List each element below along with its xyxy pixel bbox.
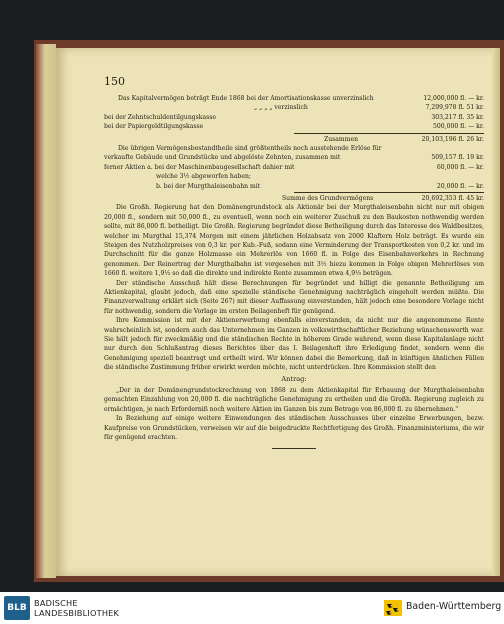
sum-rule <box>294 192 484 193</box>
ledger-label: ferner Aktien a. bei der Maschinenbaugesellschaft dahier mit <box>104 163 295 171</box>
library-name[interactable] <box>34 598 119 618</box>
ledger-line <box>104 182 484 191</box>
page-content <box>104 76 484 449</box>
ledger-line <box>104 113 484 122</box>
library-name-line1: BADISCHE <box>34 598 78 608</box>
ledger-line <box>104 122 484 131</box>
ledger-line <box>104 103 484 112</box>
motion-heading: Antrag: <box>281 374 307 383</box>
scanned-page <box>56 48 500 576</box>
total-amount: 20,103,196 fl. 26 kr. <box>421 135 484 143</box>
ledger-amount: 500,000 fl. — kr. <box>433 123 484 131</box>
ledger-label: Das Kapitalvermögen beträgt Ende 1868 bei der Amortisationskasse unverzinslich <box>118 95 374 102</box>
page-edge-shadow <box>492 48 500 576</box>
body-paragraph: Die Großh. Regierung hat den Domänengrundstock als Aktionär bei der Murgthaleisenbahn nicht nur mit obigen 20,000 fl., sondern mit 50,000 fl., zu eventuell, wenn noch ein weiterer Zuschuß zu den Baukosten nothwendig werden sollte, mit 86,000 fl. betheiligt. Die Großh. Regierung begründet diese Betheiligung durch das Interesse des Waldbesitzes, welcher im Murgthal 15,374 Morgen mit einem jährlichen Holzabsatz von 2000 Klaftern Holz beträgt. Es wurde ein Steigen des Nutzholzpreises von 0,3 kr. per Kub.-Fuß, sodann eine Verminderung der Transportkosten von 0,2 kr. und im Durchschnitt für die ganze Holzmasse ein Mehrerlös von 1660 fl. in Folge des Eisenbahnverkehrs in Rechnung genommen. Der Reinertrag der Murgthalbahn ist vorgesehen mit 3½ hiezu kommen in Folge obigen Mehrerlöses von 1660 fl. weitere 1,9⅓ so daß die direkte und indirekte Rente zusammen etwa 4,9⅓ beträgen. <box>104 204 484 278</box>
ledger-amount: 60,000 fl. — kr. <box>436 163 484 171</box>
ledger-line <box>104 153 484 162</box>
page-number: 150 <box>104 75 125 88</box>
ledger-label: „ „ „ „ verzinslich <box>254 104 308 112</box>
motion-text: „Der in der Domänengrundstockrechnung von 1868 zu dem Aktienkapital für Erbauung der Murgthaleisenbahn gemachten Einzahlung von 20,000 fl. die nachträgliche Genehmigung zu ertheilen und die Großh. Regierung zugleich zu ermächtigen, je nach Erforderniß noch weitere Aktien im Ganzen bis zum Betrage von 86,000 fl. zu übernehmen." <box>104 387 484 413</box>
total-line <box>104 135 484 144</box>
state-name[interactable]: Baden-Württemberg <box>406 601 502 612</box>
library-name-line2: LANDESBIBLIOTHEK <box>34 608 120 618</box>
ledger-label: bei der Zehntschuldentilgungskasse <box>104 113 216 121</box>
ledger-amount: 303,217 fl. 35 kr. <box>431 113 484 121</box>
blb-logo[interactable]: BLB <box>4 596 30 620</box>
sum-rule <box>294 133 484 134</box>
ledger-amount: 20,000 fl. — kr. <box>436 182 484 190</box>
ledger-label: bei der Papiergeldtilgungskasse <box>104 123 204 131</box>
ledger-line <box>104 172 484 181</box>
ledger-amount: 12,000,000 fl. — kr. <box>423 95 484 102</box>
ledger-label: welche 3½ abgeworfen haben; <box>156 173 251 181</box>
body-paragraph: Ihre Kommission ist mit der Aktienerwerbung ebenfalls einverstanden, da nicht nur die angenommene Rente wahrscheinlich ist, sondern auch das Unternehmen im Ganzen in volkswirthschaftlicher Beziehung wünschenswerth war. Sie hält jedoch für zweckmäßig und die ständischen Rechte in höherem Grade wahrend, wenn diese Kapitalanlage nicht nur durch den Schlußantrag dieses Berichtes über das I. Beilagenheft ihre Erledigung findet, sondern wenn die Genehmigung speziell beantragt und ertheilt wird. Wir können dabei die Bemerkung, daß in künftigen ähnlichen Fällen die ständische Zustimmung früher erwirkt werden möchte, nicht unterdrücken. Ihre Kommission stellt den <box>104 317 484 372</box>
body-paragraph: Der ständische Ausschuß hält diese Berechnungen für begründet und billigt die genannte Betheiligung am Aktienkapital, glaubt jedoch, daß eine spezielle ständische Genehmigung nachträglich eingeholt werden müßte. Die Finanzverwaltung erklärt sich (Seite 267) mit dieser Auffassung einverstanden, hält jedoch eine besondere Vorlage nicht für nothwendig, sondern die Vorlage im ersten Beilagenheft für genügend. <box>104 279 484 315</box>
viewer-footer <box>0 592 504 624</box>
ledger-label: b. bei der Murgthaleisenbahn mit <box>156 182 261 190</box>
total-label: Zusammen <box>324 135 359 143</box>
ledger-intro-text: Die übrigen Vermögensbestandtheile sind größtentheils noch ausstehende Erlöse für <box>118 144 382 152</box>
ledger-amount: 7,299,978 fl. 51 kr. <box>425 104 484 112</box>
total-amount: 20,692,353 fl. 45 kr. <box>421 194 484 202</box>
state-crest-icon <box>384 600 402 616</box>
ledger-line <box>104 163 484 172</box>
total-label: Summe des Grundvermögens <box>282 194 374 202</box>
end-rule <box>272 448 316 449</box>
ledger-label: verkaufte Gebäude und Grundstücke und abgelöste Zehnten, zusammen mit <box>104 154 341 162</box>
ledger-line <box>104 94 484 103</box>
ledger-amount: 509,157 fl. 19 kr. <box>431 154 484 162</box>
page-stack-edge <box>36 44 56 578</box>
total-line <box>104 194 484 203</box>
ledger-intro <box>104 144 484 153</box>
closing-paragraph: In Beziehung auf einige weitere Einwendungen des ständischen Ausschusses über einzelne Erwerbungen, bezw. Kaufpreise von Grundstücken, verweisen wir auf die beigedruckte Rechtfertigung des Großh. Finanzministeriums, die wir für genügend erachten. <box>104 415 484 442</box>
